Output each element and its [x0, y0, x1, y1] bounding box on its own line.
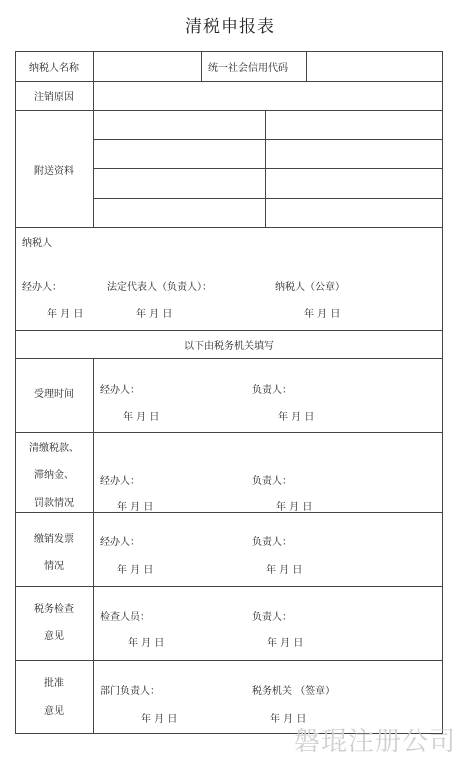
date-field: 年 月 日: [266, 565, 303, 576]
tax-clearance-form: [15, 51, 443, 734]
dept-head-label: 部门负责人：: [100, 686, 160, 697]
date-field: 年 月 日: [270, 714, 307, 725]
tax-authority-note: 以下由税务机关填写: [184, 341, 274, 352]
handler-label: 经办人：: [100, 476, 140, 487]
approval-label-line2: 意见: [44, 706, 64, 717]
row-divider: [16, 110, 442, 111]
invoice-label-line2: 情况: [44, 561, 64, 572]
col-divider: [265, 110, 266, 227]
row-divider: [16, 660, 442, 661]
approval-label-line1: 批准: [44, 678, 64, 689]
credit-code-label: 统一社会信用代码: [208, 63, 288, 74]
inspector-label: 检查人员：: [100, 612, 150, 623]
date-field: 年 月 日: [117, 502, 154, 513]
page-title: 清税申报表: [185, 17, 275, 37]
attachments-label: 附送资料: [34, 166, 74, 177]
responsible-label: 负责人：: [252, 385, 292, 396]
col-divider: [201, 52, 202, 81]
responsible-label: 负责人：: [252, 537, 292, 548]
row-divider: [16, 512, 442, 513]
responsible-label: 负责人：: [252, 476, 292, 487]
acceptance-label: 受理时间: [34, 389, 74, 400]
legal-rep-label: 法定代表人（负责人）：: [107, 282, 212, 293]
date-field: 年 月 日: [128, 638, 165, 649]
col-divider: [93, 358, 94, 733]
date-field: 年 月 日: [141, 714, 178, 725]
authority-seal-label: 税务机关 （签章）: [252, 686, 336, 697]
handler-label: 经办人：: [22, 282, 62, 293]
cancel-reason-label: 注销原因: [34, 92, 74, 103]
taxpayer-name-label: 纳税人名称: [29, 63, 79, 74]
inspection-label-line2: 意见: [44, 631, 64, 642]
date-field: 年 月 日: [123, 412, 160, 423]
row-divider: [16, 432, 442, 433]
date-field: 年 月 日: [276, 502, 313, 513]
row-divider: [16, 81, 442, 82]
handler-label: 经办人：: [100, 537, 140, 548]
responsible-label: 负责人：: [252, 612, 292, 623]
row-divider: [94, 198, 442, 199]
watermark: 磐琨注册公司: [293, 727, 456, 757]
settlement-label-line2: 滞纳金、: [34, 470, 74, 481]
inspection-label-line1: 税务检查: [34, 604, 74, 615]
row-divider: [16, 358, 442, 359]
row-divider: [16, 227, 442, 228]
date-field: 年 月 日: [136, 309, 173, 320]
date-field: 年 月 日: [117, 565, 154, 576]
invoice-label-line1: 缴销发票: [34, 534, 74, 545]
date-field: 年 月 日: [267, 638, 304, 649]
row-divider: [94, 168, 442, 169]
date-field: 年 月 日: [278, 412, 315, 423]
settlement-label-line1: 清缴税款、: [29, 443, 79, 454]
date-field: 年 月 日: [47, 309, 84, 320]
row-divider: [16, 586, 442, 587]
date-field: 年 月 日: [304, 309, 341, 320]
handler-label: 经办人：: [100, 385, 140, 396]
taxpayer-seal-label: 纳税人（公章）: [275, 282, 345, 293]
row-divider: [94, 139, 442, 140]
taxpayer-heading: 纳税人: [22, 238, 52, 249]
col-divider: [93, 52, 94, 227]
row-divider: [16, 330, 442, 331]
col-divider: [306, 52, 307, 81]
settlement-label-line3: 罚款情况: [34, 498, 74, 509]
